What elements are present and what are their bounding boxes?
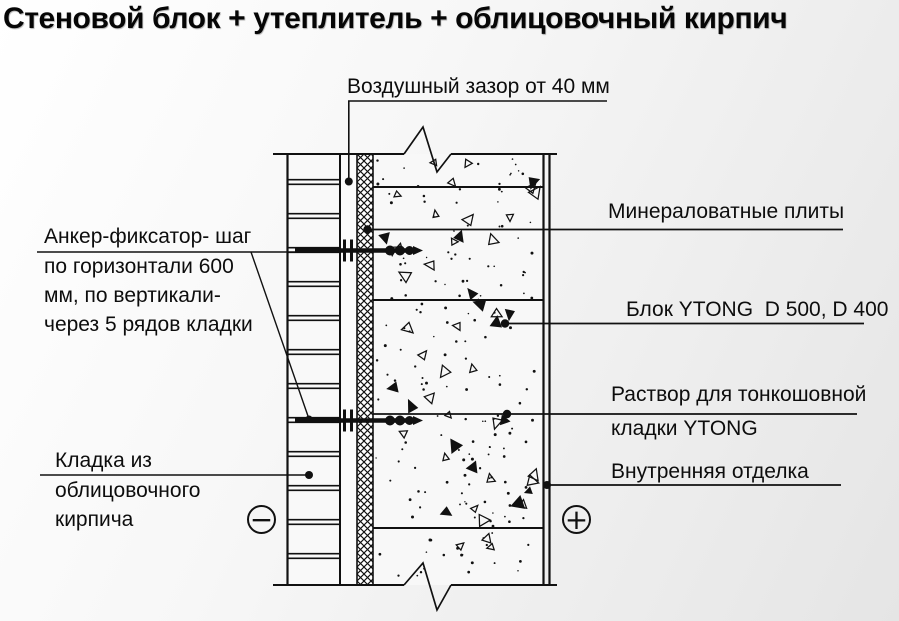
label-mortar-line2: кладки YTONG [611, 417, 758, 440]
label-interior-finish: Внутренняя отделка [611, 460, 809, 483]
label-brick-line2: облицовочного [55, 479, 201, 502]
label-anchor-line4: через 5 рядов кладки [44, 313, 253, 336]
label-mineral-wool: Минераловатные плиты [608, 200, 845, 223]
air-gap-layer [340, 154, 357, 585]
label-anchor-line3: мм, по вертикали- [44, 284, 221, 307]
plus-circle-icon: + [562, 505, 591, 534]
label-anchor-line1: Анкер-фиксатор- шаг [44, 225, 252, 248]
label-brick-line1: Кладка из [55, 449, 152, 472]
page-title: Стеновой блок + утеплитель + облицовочный кирпич [3, 2, 788, 35]
label-brick-line3: кирпича [55, 508, 134, 531]
minus-circle-icon: − [247, 505, 276, 534]
label-block: Блок YTONG D 500, D 400 [626, 298, 889, 321]
insulation-layer [357, 154, 373, 585]
ytong-block-layer [373, 154, 543, 585]
label-anchor-line2: по горизонтали 600 [44, 255, 234, 278]
leader-brick [40, 471, 313, 479]
label-air-gap: Воздушный зазор от 40 мм [347, 75, 610, 98]
interior-finish-layer [544, 154, 550, 585]
label-mortar-line1: Раствор для тонкошовной [611, 383, 867, 406]
